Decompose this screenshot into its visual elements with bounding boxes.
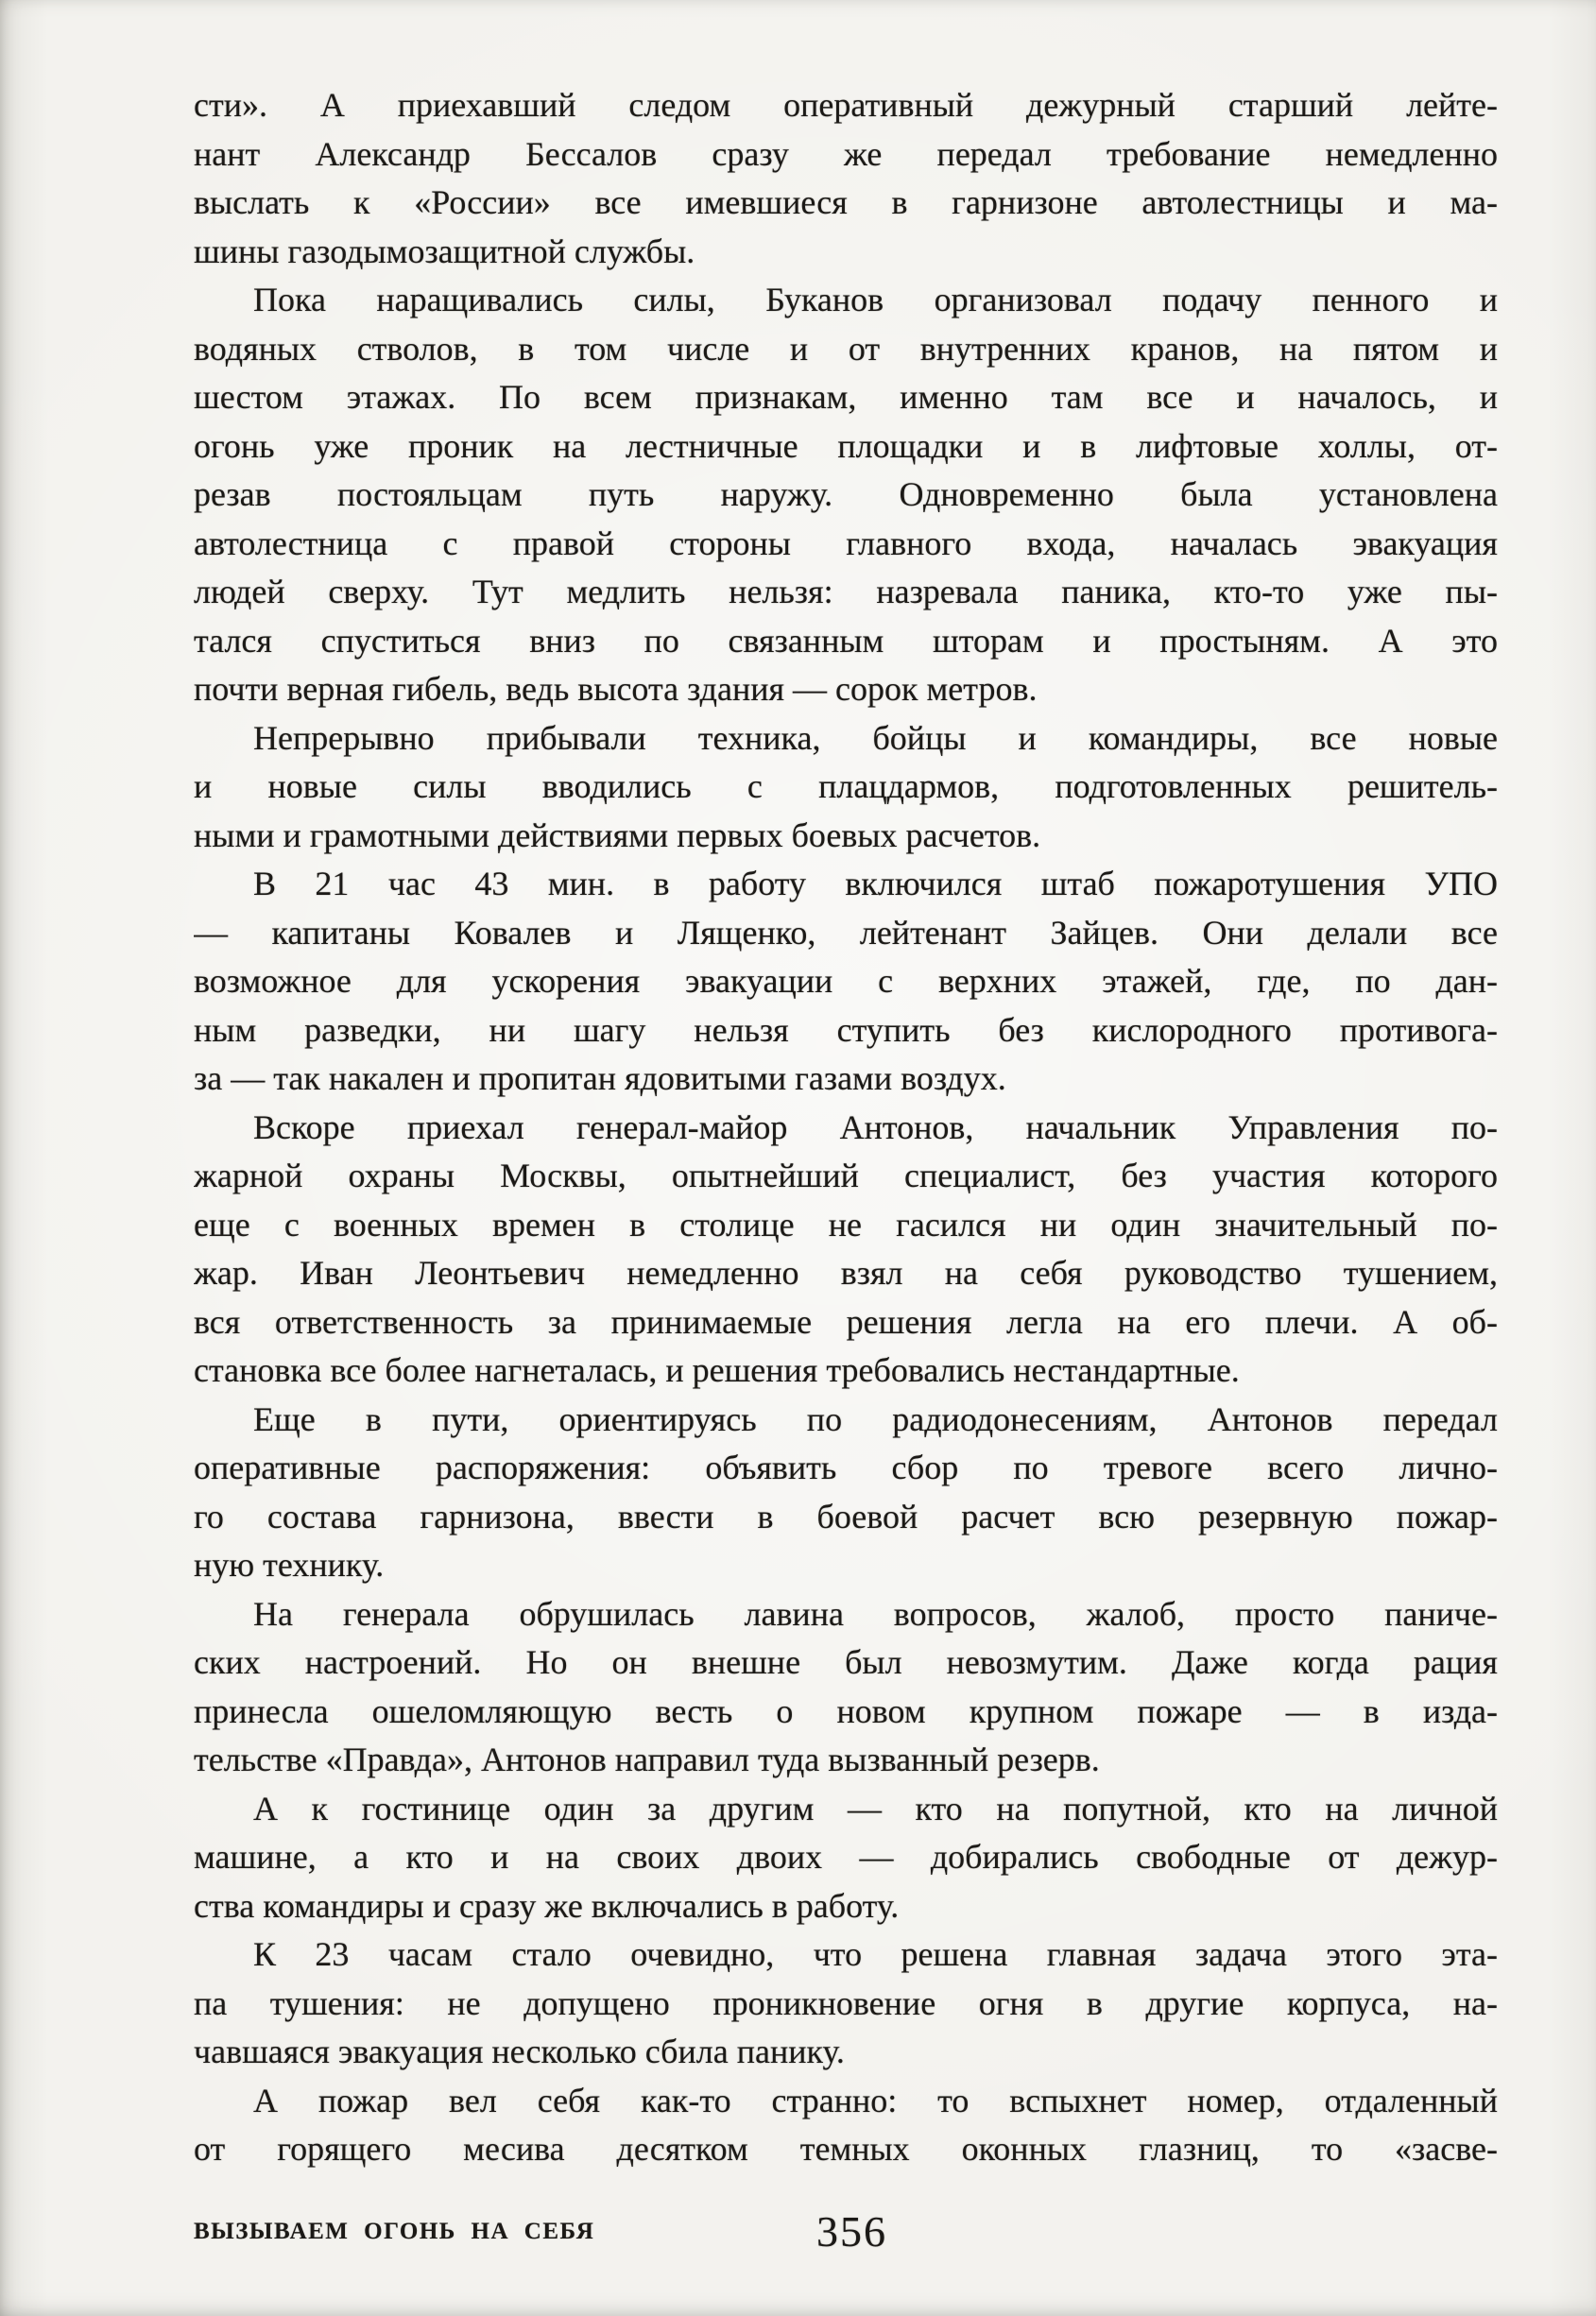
- text-line: жарной охраны Москвы, опытнейший специалист, без участия которого: [194, 1157, 1498, 1194]
- text-line: жар. Иван Леонтьевич немедленно взял на себя руководство тушением,: [194, 1254, 1498, 1292]
- text-line: водяных стволов, в том числе и от внутренних кранов, на пятом и: [194, 329, 1498, 368]
- page-footer: [194, 2209, 1498, 2255]
- text-line: вся ответственность за принимаемые решения легла на его плечи. А об-: [194, 1302, 1498, 1341]
- text-line: еще с военных времен в столице не гасился ни один значительный по-: [194, 1205, 1498, 1244]
- text-line: К 23 часам стало очевидно, что решена главная задача этого эта-: [253, 1935, 1498, 1973]
- body-text: [194, 81, 1498, 2174]
- text-line: за — так накален и пропитан ядовитыми газами воздух.: [194, 1059, 1006, 1097]
- text-line: принесла ошеломляющую весть о новом крупном пожаре — в изда-: [194, 1691, 1498, 1730]
- running-title: ВЫЗЫВАЕМ ОГОНЬ НА СЕБЯ: [194, 2219, 595, 2244]
- text-line: тался спуститься вниз по связанным шторам и простыням. А это: [194, 621, 1498, 660]
- text-line: ным разведки, ни шагу нельзя ступить без кислородного противога-: [194, 1010, 1498, 1049]
- text-line: от горящего месива десятком темных оконных глазниц, то «засве-: [194, 2130, 1498, 2168]
- text-line: сти». А приехавший следом оперативный дежурный старший лейте-: [194, 86, 1498, 124]
- text-line: Пока наращивались силы, Буканов организовал подачу пенного и: [253, 281, 1498, 318]
- text-line: ными и грамотными действиями первых боевых расчетов.: [194, 815, 1041, 854]
- text-line: ских настроений. Но он внешне был невозмутим. Даже когда рация: [194, 1643, 1498, 1681]
- text-line: огонь уже проник на лестничные площадки и в лифтовые холлы, от-: [194, 426, 1498, 465]
- text-line: автолестница с правой стороны главного входа, началась эвакуация: [194, 523, 1498, 562]
- text-line: — капитаны Ковалев и Лященко, лейтенант Зайцев. Они делали все: [194, 913, 1498, 952]
- text-line: чавшаяся эвакуация несколько сбила панику.: [194, 2033, 845, 2070]
- text-line: В 21 час 43 мин. в работу включился штаб пожаротушения УПО: [253, 865, 1498, 902]
- text-line: па тушения: не допущено проникновение огня в другие корпуса, на-: [194, 1983, 1498, 2022]
- text-line: ную технику.: [194, 1546, 385, 1584]
- text-line: и новые силы вводились с плацдармов, подготовленных решитель-: [194, 767, 1498, 805]
- text-line: нант Александр Бессалов сразу же передал требование немедленно: [194, 134, 1498, 173]
- text-line: оперативные распоряжения: объявить сбор по тревоге всего лично-: [194, 1449, 1498, 1486]
- text-line: ства командиры и сразу же включались в работу.: [194, 1886, 900, 1925]
- text-line: Еще в пути, ориентируясь по радиодонесениям, Антонов передал: [253, 1399, 1498, 1438]
- text-line: почти верная гибель, ведь высота здания — сорок метров.: [194, 670, 1038, 708]
- text-line: тельстве «Правда», Антонов направил туда вызванный резерв.: [194, 1741, 1100, 1778]
- text-line: Вскоре приехал генерал-майор Антонов, начальник Управления по-: [253, 1107, 1498, 1146]
- text-line: го состава гарнизона, ввести в боевой расчет всю резервную пожар-: [194, 1497, 1498, 1535]
- text-line: шестом этажах. По всем признакам, именно там все и началось, и: [194, 378, 1498, 416]
- text-line: резав постояльцам путь наружу. Одновременно была установлена: [194, 475, 1498, 513]
- text-line: Непрерывно прибывали техника, бойцы и командиры, все новые: [253, 718, 1498, 757]
- text-line: становка все более нагнеталась, и решения требовались нестандартные.: [194, 1351, 1240, 1389]
- text-line: выслать к «России» все имевшиеся в гарнизоне автолестницы и ма-: [194, 183, 1498, 221]
- page-number: 356: [816, 2207, 887, 2256]
- text-line: А пожар вел себя как-то странно: то вспыхнет номер, отдаленный: [253, 2081, 1498, 2119]
- text-line: машине, а кто и на своих двоих — добирались свободные от дежур-: [194, 1838, 1498, 1876]
- text-line: людей сверху. Тут медлить нельзя: назревала паника, кто-то уже пы-: [194, 573, 1498, 610]
- text-line: На генерала обрушилась лавина вопросов, жалоб, просто паниче-: [253, 1594, 1498, 1633]
- text-line: возможное для ускорения эвакуации с верхних этажей, где, по дан-: [194, 962, 1498, 1000]
- text-line: шины газодымозащитной службы.: [194, 232, 695, 270]
- text-line: А к гостинице один за другим — кто на попутной, кто на личной: [253, 1789, 1498, 1827]
